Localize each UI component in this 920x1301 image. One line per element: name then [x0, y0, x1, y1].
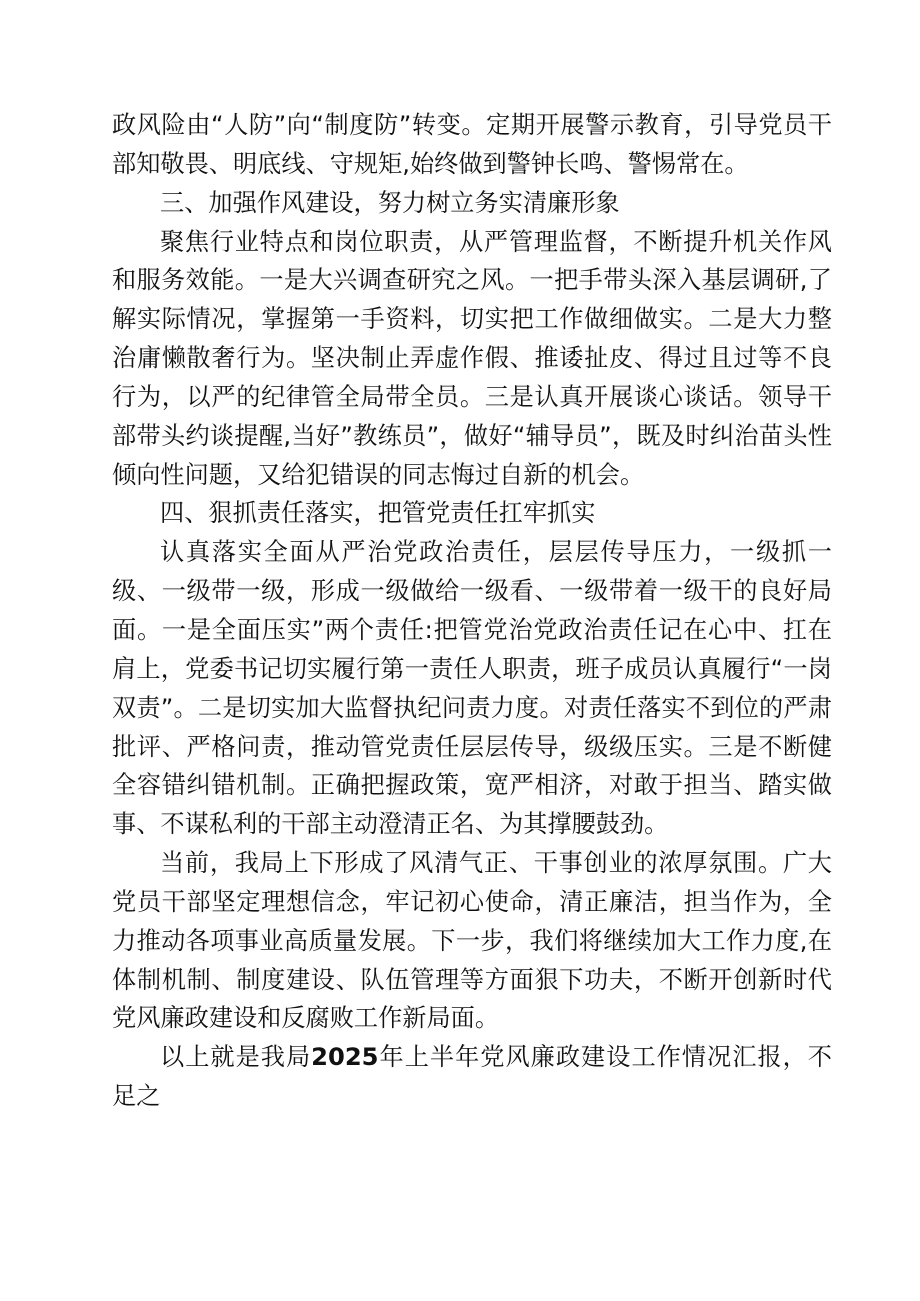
- document-body: [112, 106, 832, 1116]
- paragraph-continuation: 政风险由“人防”向“制度防”转变。定期开展警示教育，引导党员干部知敬畏、明底线、守规矩,始终做到警钟长鸣、警惕常在。: [112, 111, 832, 178]
- closing-text-before: 以上就是我局: [160, 1043, 312, 1072]
- closing-text-after: 年上半年党风廉政建设工作情况汇报，不足之: [112, 1043, 832, 1111]
- paragraph-current-status: 当前，我局上下形成了风清气正、干事创业的浓厚氛围。广大党员干部坚定理想信念，牢记初心使命，清正廉洁，担当作为，全力推动各项事业高质量发展。下一步，我们将继续加大工作力度,在体制机制、制度建设、队伍管理等方面狠下功夫，不断开创新时代党风廉政建设和反腐败工作新局面。: [112, 849, 832, 1033]
- paragraph-responsibility: 认真落实全面从严治党政治责任，层层传导压力，一级抓一级、一级带一级，形成一级做给一级看、一级带着一级干的良好局面。一是全面压实”两个责任:把管党治党政治责任记在心中、扛在肩上，党委书记切实履行第一责任人职责，班子成员认真履行“一岗双责”。二是切实加大监督执纪问责力度。对责任落实不到位的严肃批评、严格问责，推动管党责任层层传导，级级压实。三是不断健全容错纠错机制。正确把握政策，宽严相济，对敢于担当、踏实做事、不谋私利的干部主动澄清正名、为其撑腰鼓劲。: [112, 538, 832, 839]
- closing-year: 2025: [311, 1043, 379, 1072]
- section-heading-three: 三、加强作风建设，努力树立务实清廉形象: [160, 188, 620, 217]
- paragraph-closing: [112, 1038, 832, 1116]
- section-heading-four: 四、狠抓责任落实，把管党责任扛牢抓实: [160, 499, 596, 528]
- paragraph-style-building: 聚焦行业特点和岗位职责，从严管理监督，不断提升机关作风和服务效能。一是大兴调查研究之风。一把手带头深入基层调研,了解实际情况，掌握第一手资料，切实把工作做细做实。二是大力整治庸懒散奢行为。坚决制止弄虚作假、推诿扯皮、得过且过等不良行为，以严的纪律管全局带全员。三是认真开展谈心谈话。领导干部带头约谈提醒,当好”教练员”，做好“辅导员”，既及时纠治苗头性倾向性问题，又给犯错误的同志悔过自新的机会。: [112, 227, 832, 489]
